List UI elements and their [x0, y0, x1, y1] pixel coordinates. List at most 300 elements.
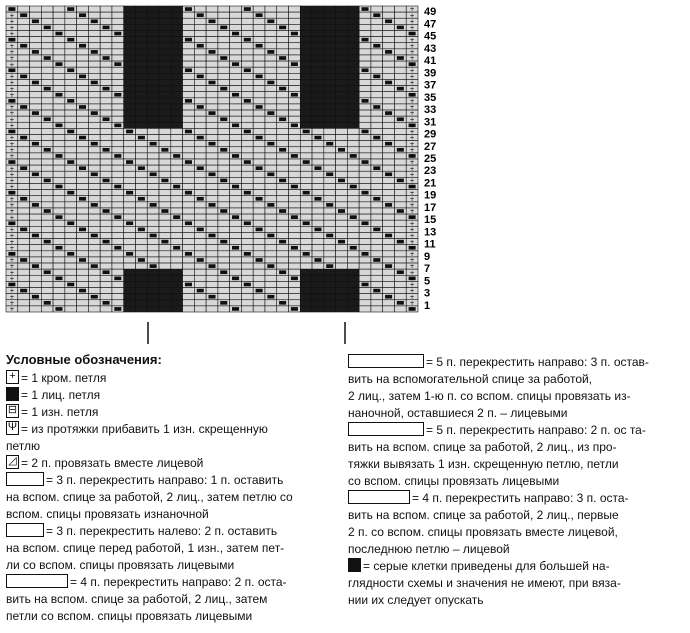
chart-cell	[265, 165, 277, 171]
chart-cell	[88, 165, 100, 171]
chart-cell	[171, 171, 183, 177]
chart-cell	[253, 269, 265, 275]
chart-cell	[347, 281, 359, 287]
chart-cell	[65, 232, 77, 238]
chart-cell	[159, 122, 171, 128]
chart-cell	[171, 104, 183, 110]
knit-stitch-mark	[91, 234, 98, 238]
legend-text: нии их следует опускать	[348, 593, 484, 607]
legend-line	[6, 387, 100, 403]
chart-cell	[300, 239, 312, 245]
knit-stitch-mark	[267, 234, 274, 238]
chart-cell	[218, 12, 230, 18]
chart-cell	[265, 288, 277, 294]
chart-cell	[135, 220, 147, 226]
chart-cell	[135, 300, 147, 306]
chart-cell	[218, 104, 230, 110]
chart-cell	[135, 171, 147, 177]
chart-cell	[65, 177, 77, 183]
knit-stitch-mark	[150, 264, 157, 268]
chart-cell	[194, 61, 206, 67]
chart-cell	[183, 214, 195, 220]
chart-cell	[347, 12, 359, 18]
chart-cell	[53, 159, 65, 165]
chart-cell	[241, 257, 253, 263]
chart-cell	[300, 37, 312, 43]
chart-cell	[347, 122, 359, 128]
chart-cell	[383, 12, 395, 18]
chart-cell	[347, 196, 359, 202]
knit-stitch-mark	[373, 228, 380, 232]
chart-cell	[159, 257, 171, 263]
chart-cell	[100, 190, 112, 196]
chart-cell	[18, 190, 30, 196]
chart-cell	[124, 73, 136, 79]
chart-cell	[77, 159, 89, 165]
chart-cell	[41, 61, 53, 67]
chart-cell	[135, 37, 147, 43]
chart-cell	[300, 122, 312, 128]
chart-cell	[194, 98, 206, 104]
chart-cell	[77, 275, 89, 281]
chart-cell	[277, 190, 289, 196]
knit-stitch-mark	[208, 295, 215, 299]
chart-cell	[171, 202, 183, 208]
chart-cell	[300, 257, 312, 263]
chart-cell	[383, 220, 395, 226]
chart-cell	[253, 49, 265, 55]
knit-stitch-mark	[220, 148, 227, 152]
chart-cell	[241, 177, 253, 183]
chart-cell	[194, 153, 206, 159]
chart-cell	[289, 12, 301, 18]
cross5b-symbol-icon	[348, 422, 424, 436]
chart-cell	[18, 245, 30, 251]
legend-line	[6, 438, 40, 454]
chart-cell	[124, 171, 136, 177]
chart-cell	[394, 294, 406, 300]
knit-stitch-mark	[79, 166, 86, 170]
chart-cell	[65, 245, 77, 251]
chart-cell	[53, 288, 65, 294]
chart-cell	[206, 30, 218, 36]
knit-stitch-mark	[126, 160, 133, 164]
knit-stitch-mark	[232, 277, 239, 281]
chart-cell	[206, 86, 218, 92]
chart-cell	[289, 67, 301, 73]
chart-cell	[194, 281, 206, 287]
chart-cell	[147, 183, 159, 189]
chart-cell	[336, 67, 348, 73]
chart-cell	[218, 183, 230, 189]
knit-stitch-mark	[79, 13, 86, 17]
chart-cell	[312, 86, 324, 92]
chart-cell	[383, 251, 395, 257]
chart-cell	[324, 245, 336, 251]
chart-cell	[206, 275, 218, 281]
chart-cell	[383, 239, 395, 245]
chart-cell	[30, 190, 42, 196]
knit-stitch-mark	[197, 13, 204, 17]
chart-cell	[112, 159, 124, 165]
chart-cell	[53, 135, 65, 141]
legend-text: на вспом. спице за работой, 2 лиц., затем петлю со	[6, 490, 293, 504]
chart-cell	[135, 12, 147, 18]
chart-cell	[394, 141, 406, 147]
chart-cell	[206, 288, 218, 294]
chart-cell	[312, 245, 324, 251]
chart-cell	[230, 37, 242, 43]
knit-stitch-mark	[79, 44, 86, 48]
chart-cell	[394, 79, 406, 85]
chart-cell	[147, 37, 159, 43]
chart-cell	[324, 135, 336, 141]
chart-cell	[41, 110, 53, 116]
chart-cell	[53, 24, 65, 30]
chart-cell	[312, 183, 324, 189]
chart-cell	[218, 18, 230, 24]
chart-cell	[277, 49, 289, 55]
chart-cell	[183, 294, 195, 300]
knit-stitch-mark	[91, 19, 98, 23]
chart-cell	[53, 239, 65, 245]
chart-cell	[312, 30, 324, 36]
chart-cell	[277, 226, 289, 232]
chart-cell	[135, 67, 147, 73]
chart-cell	[53, 300, 65, 306]
chart-cell	[206, 159, 218, 165]
knit-stitch-mark	[232, 185, 239, 189]
chart-cell	[183, 275, 195, 281]
chart-cell	[18, 98, 30, 104]
chart-cell	[194, 269, 206, 275]
chart-cell	[324, 239, 336, 245]
chart-cell	[206, 306, 218, 312]
chart-cell	[241, 196, 253, 202]
chart-cell	[206, 73, 218, 79]
chart-cell	[194, 202, 206, 208]
chart-cell	[183, 257, 195, 263]
edge-stitch-symbol: +	[409, 232, 415, 240]
knit-stitch-mark	[256, 136, 263, 140]
chart-cell	[383, 275, 395, 281]
chart-cell	[371, 79, 383, 85]
chart-cell	[77, 190, 89, 196]
chart-cell	[171, 67, 183, 73]
chart-cell	[112, 43, 124, 49]
edge-stitch-symbol: +	[9, 24, 15, 32]
edge-stitch-symbol: +	[9, 91, 15, 99]
knit-stitch-mark	[67, 130, 74, 134]
knit-stitch-mark	[185, 130, 192, 134]
knit-stitch-mark	[197, 228, 204, 232]
chart-cell	[230, 116, 242, 122]
chart-cell	[336, 300, 348, 306]
knit-stitch-mark	[67, 191, 74, 195]
edge-stitch-symbol: +	[409, 122, 415, 130]
edge-stitch-symbol: +	[9, 49, 15, 57]
edge-stitch-symbol: +	[9, 244, 15, 252]
chart-cell	[171, 281, 183, 287]
chart-cell	[135, 239, 147, 245]
knit-stitch-mark	[267, 111, 274, 115]
chart-cell	[230, 79, 242, 85]
chart-cell	[194, 6, 206, 12]
chart-cell	[347, 257, 359, 263]
chart-cell	[77, 269, 89, 275]
chart-cell	[30, 196, 42, 202]
dec-symbol-icon: ◿	[6, 455, 19, 469]
chart-cell	[100, 67, 112, 73]
edge-stitch-symbol: +	[409, 153, 415, 161]
chart-cell	[394, 110, 406, 116]
chart-cell	[394, 263, 406, 269]
chart-cell	[324, 6, 336, 12]
chart-cell	[183, 12, 195, 18]
chart-cell	[135, 281, 147, 287]
chart-cell	[394, 232, 406, 238]
chart-cell	[230, 49, 242, 55]
knit-stitch-mark	[103, 148, 110, 152]
edge-stitch-symbol: +	[9, 214, 15, 222]
chart-cell	[206, 153, 218, 159]
knit-stitch-mark	[20, 105, 27, 109]
chart-cell	[253, 30, 265, 36]
chart-cell	[241, 288, 253, 294]
knit-stitch-mark	[279, 26, 286, 30]
chart-cell	[147, 73, 159, 79]
chart-cell	[371, 61, 383, 67]
chart-cell	[230, 202, 242, 208]
chart-cell	[41, 153, 53, 159]
knit-stitch-mark	[232, 154, 239, 158]
chart-cell	[394, 288, 406, 294]
chart-cell	[53, 251, 65, 257]
chart-cell	[336, 196, 348, 202]
chart-cell	[312, 269, 324, 275]
chart-cell	[41, 171, 53, 177]
chart-cell	[241, 147, 253, 153]
chart-cell	[300, 294, 312, 300]
chart-cell	[41, 220, 53, 226]
chart-cell	[18, 37, 30, 43]
chart-cell	[147, 208, 159, 214]
chart-cell	[230, 165, 242, 171]
chart-cell	[265, 86, 277, 92]
chart-cell	[171, 12, 183, 18]
chart-cell	[359, 196, 371, 202]
chart-cell	[253, 147, 265, 153]
knit-stitch-mark	[208, 172, 215, 176]
knit-stitch-mark	[373, 166, 380, 170]
chart-cell	[277, 92, 289, 98]
chart-cell	[359, 43, 371, 49]
chart-cell	[289, 226, 301, 232]
knit-stitch-mark	[79, 258, 86, 262]
chart-cell	[100, 104, 112, 110]
chart-cell	[124, 196, 136, 202]
chart-cell	[100, 220, 112, 226]
knit-stitch-mark	[220, 179, 227, 183]
legend-line	[348, 592, 484, 608]
chart-cell	[218, 232, 230, 238]
chart-cell	[194, 30, 206, 36]
knit-stitch-mark	[373, 136, 380, 140]
chart-cell	[100, 153, 112, 159]
chart-cell	[300, 214, 312, 220]
chart-cell	[30, 288, 42, 294]
chart-cell	[300, 86, 312, 92]
knit-stitch-mark	[44, 148, 51, 152]
chart-cell	[383, 226, 395, 232]
chart-cell	[230, 159, 242, 165]
chart-cell	[159, 37, 171, 43]
knit-stitch-mark	[126, 252, 133, 256]
chart-cell	[371, 153, 383, 159]
chart-cell	[159, 202, 171, 208]
chart-cell	[65, 263, 77, 269]
chart-cell	[206, 147, 218, 153]
chart-cell	[277, 122, 289, 128]
chart-cell	[300, 92, 312, 98]
chart-cell	[253, 183, 265, 189]
chart-cell	[206, 220, 218, 226]
chart-cell	[206, 43, 218, 49]
chart-cell	[336, 43, 348, 49]
chart-cell	[347, 232, 359, 238]
chart-cell	[300, 165, 312, 171]
chart-cell	[347, 61, 359, 67]
chart-cell	[112, 98, 124, 104]
chart-cell	[124, 214, 136, 220]
chart-cell	[300, 171, 312, 177]
chart-cell	[230, 251, 242, 257]
edge-stitch-symbol: +	[9, 30, 15, 38]
knit-stitch-mark	[185, 252, 192, 256]
chart-cell	[289, 177, 301, 183]
chart-cell	[289, 269, 301, 275]
knit-stitch-mark	[114, 277, 121, 281]
chart-cell	[171, 165, 183, 171]
knit-stitch-mark	[314, 197, 321, 201]
knit-stitch-mark	[44, 117, 51, 121]
chart-cell	[336, 79, 348, 85]
chart-cell	[265, 159, 277, 165]
chart-cell	[183, 183, 195, 189]
chart-cell	[371, 177, 383, 183]
chart-cell	[241, 73, 253, 79]
chart-cell	[30, 281, 42, 287]
chart-cell	[324, 92, 336, 98]
chart-cell	[394, 43, 406, 49]
chart-cell	[336, 49, 348, 55]
edge-stitch-symbol: +	[409, 24, 415, 32]
knit-stitch-mark	[185, 191, 192, 195]
chart-cell	[112, 165, 124, 171]
chart-cell	[218, 196, 230, 202]
knit-stitch-mark	[303, 130, 310, 134]
knit-stitch-mark	[220, 56, 227, 60]
chart-cell	[30, 183, 42, 189]
chart-cell	[147, 18, 159, 24]
chart-cell	[147, 104, 159, 110]
chart-cell	[41, 288, 53, 294]
chart-cell	[147, 251, 159, 257]
chart-cell	[88, 269, 100, 275]
chart-cell	[135, 18, 147, 24]
chart-cell	[30, 159, 42, 165]
chart-cell	[124, 183, 136, 189]
chart-cell	[88, 24, 100, 30]
knit-stitch-mark	[20, 44, 27, 48]
chart-cell	[359, 239, 371, 245]
knit-stitch-mark	[279, 240, 286, 244]
knit-stitch-mark	[397, 148, 404, 152]
chart-cell	[30, 275, 42, 281]
knit-stitch-mark	[91, 81, 98, 85]
chart-cell	[218, 73, 230, 79]
chart-cell	[65, 306, 77, 312]
legend-line	[348, 439, 617, 455]
knit-stitch-mark	[291, 277, 298, 281]
chart-cell	[53, 116, 65, 122]
chart-cell	[171, 208, 183, 214]
chart-cell	[265, 122, 277, 128]
chart-cell	[159, 79, 171, 85]
chart-cell	[394, 6, 406, 12]
chart-cell	[112, 269, 124, 275]
chart-cell	[336, 30, 348, 36]
chart-cell	[77, 208, 89, 214]
chart-cell	[41, 294, 53, 300]
knit-stitch-mark	[126, 221, 133, 225]
chart-cell	[159, 116, 171, 122]
chart-cell	[336, 55, 348, 61]
chart-cell	[183, 306, 195, 312]
chart-cell	[265, 92, 277, 98]
chart-cell	[100, 12, 112, 18]
chart-cell	[241, 269, 253, 275]
chart-cell	[194, 37, 206, 43]
edge-stitch-symbol: +	[9, 110, 15, 118]
chart-cell	[147, 116, 159, 122]
chart-cell	[394, 275, 406, 281]
chart-cell	[18, 159, 30, 165]
chart-cell	[159, 61, 171, 67]
chart-cell	[277, 43, 289, 49]
chart-cell	[65, 214, 77, 220]
chart-cell	[312, 159, 324, 165]
chart-cell	[383, 92, 395, 98]
chart-cell	[77, 122, 89, 128]
chart-cell	[100, 202, 112, 208]
chart-cell	[241, 61, 253, 67]
knit-stitch-mark	[103, 179, 110, 183]
chart-cell	[77, 202, 89, 208]
edge-stitch-symbol: +	[409, 36, 415, 44]
chart-cell	[41, 18, 53, 24]
row-number: 47	[424, 18, 437, 31]
chart-cell	[277, 165, 289, 171]
knit-stitch-mark	[114, 307, 121, 311]
knit-stitch-mark	[338, 179, 345, 183]
chart-cell	[159, 43, 171, 49]
chart-cell	[88, 226, 100, 232]
chart-cell	[394, 98, 406, 104]
chart-cell	[371, 251, 383, 257]
chart-cell	[289, 55, 301, 61]
chart-cell	[383, 177, 395, 183]
